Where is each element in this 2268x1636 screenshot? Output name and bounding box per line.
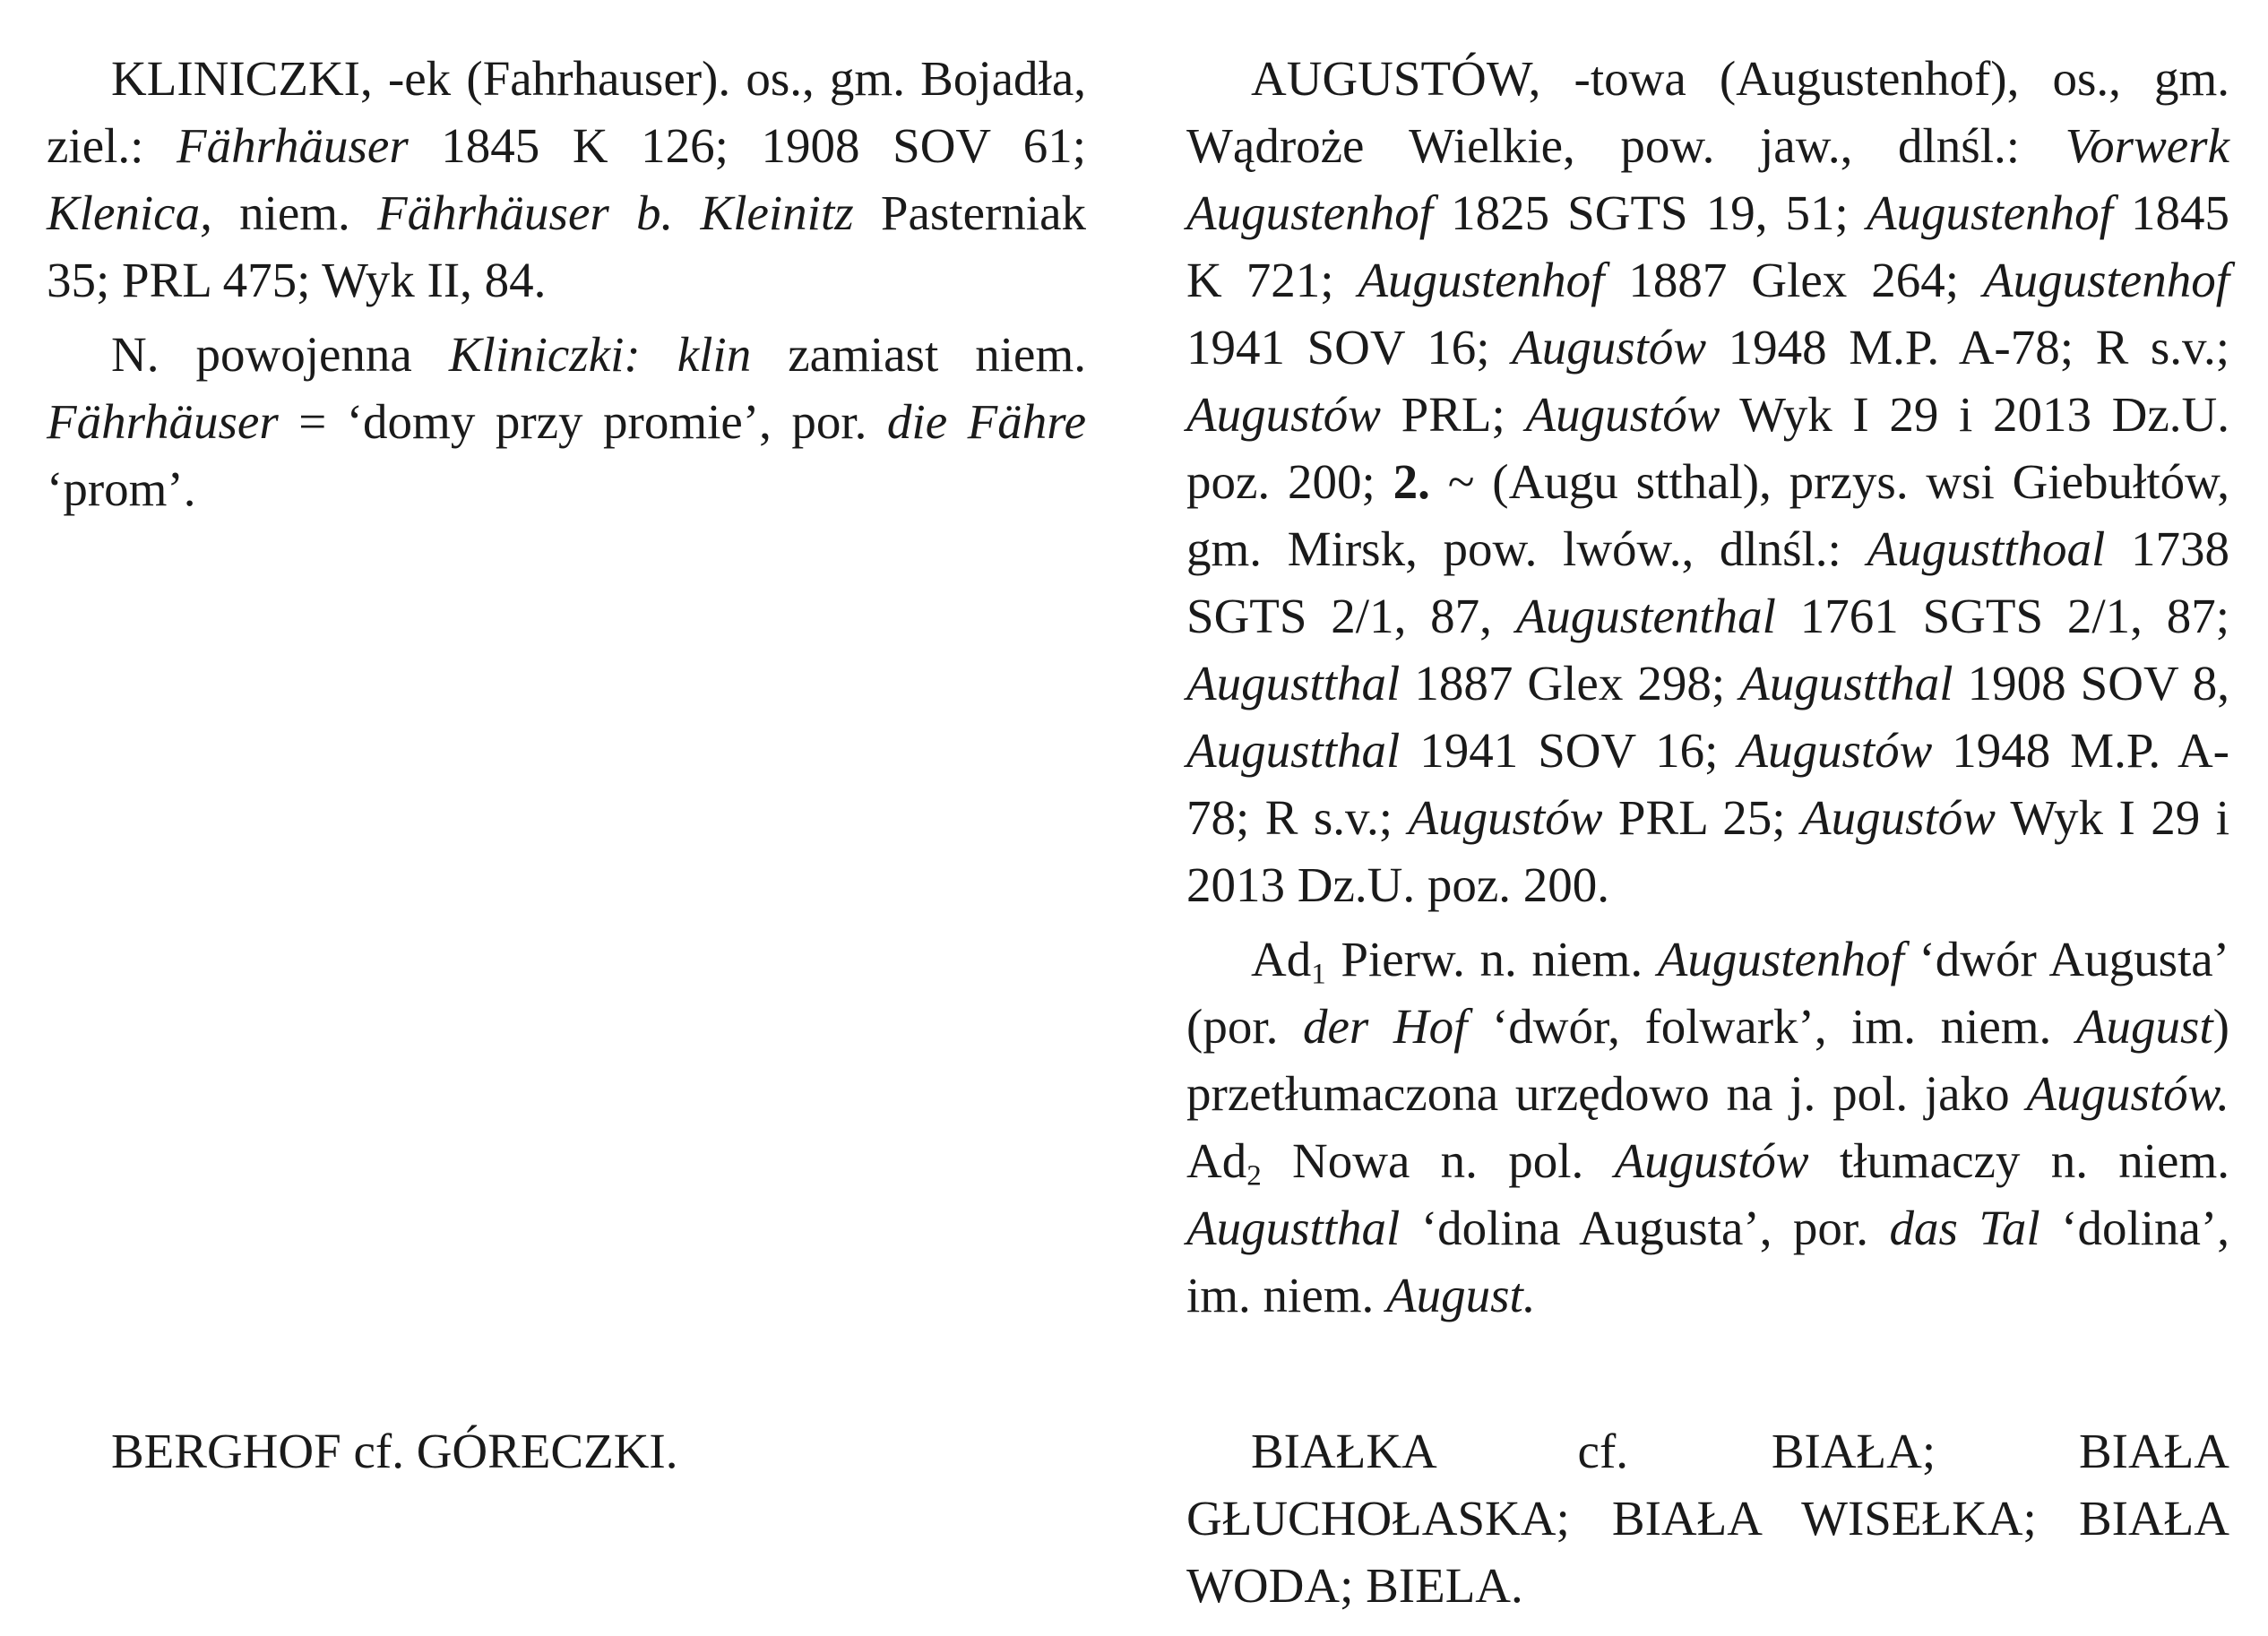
etym-form: die Fähre <box>886 394 1086 449</box>
historical-form: Augustów <box>1800 790 1996 845</box>
etym-label: Ad <box>1186 1133 1247 1188</box>
entry-text: PRL; <box>1380 387 1526 442</box>
etym-text: zamiast niem. <box>751 327 1086 382</box>
historical-form: Augustów <box>1512 320 1707 375</box>
entry-text: 1948 M.P. A-78; R s.v.; <box>1706 320 2229 375</box>
etym-subscript: 2 <box>1246 1159 1262 1193</box>
entry-text: 1941 SOV 16; <box>1186 320 1513 375</box>
historical-form: Fährhäuser b. Kleinitz <box>377 185 854 240</box>
entry-text: 1941 SOV 16; <box>1400 723 1738 778</box>
bialka-entry: BIAŁKA cf. BIAŁA; BIAŁA GŁUCHOŁASKA; BIAŁA WISEŁKA; BIAŁA WODA; BIELA. <box>1186 1424 2229 1613</box>
sense-number: 2. <box>1393 454 1430 509</box>
entry-text: 1738 SGTS 2/1, 87, <box>1186 521 2229 643</box>
etym-form: August <box>2075 999 2213 1054</box>
historical-form: Augustenthal <box>1515 589 1776 643</box>
etym-text: ‘dolina’, im. niem. <box>1186 1201 2229 1322</box>
etym-text: Pierw. n. niem. <box>1325 932 1658 986</box>
etym-text: ‘dolina Augusta’, por. <box>1400 1201 1890 1255</box>
entry-text: -ek (Fahrhauser). os., gm. Bojadła, ziel.: <box>47 51 1086 173</box>
entry-text: 1908 SOV 8, <box>1953 656 2229 710</box>
entry-text: 1887 Glex 298; <box>1400 656 1740 710</box>
entry-text: Wyk I 29 i 2013 Dz.U. poz. 200; <box>1186 387 2230 509</box>
augustow-etymology <box>1186 926 2229 1329</box>
entry-text: Pasterniak 35; PRL 475; Wyk II, 84. <box>47 185 1086 307</box>
historical-form: Augustenhof <box>1866 185 2113 240</box>
historical-form: Augustów <box>1738 723 1933 778</box>
entry-text: 1887 Glex 264; <box>1604 253 1984 307</box>
etym-form: Augustów <box>1614 1133 1809 1188</box>
historical-form: Augustów <box>1408 790 1603 845</box>
headword-augustow: AUGUSTÓW, <box>1251 51 1541 106</box>
right-column <box>1186 45 2229 1336</box>
etym-form: Augustów. <box>2026 1066 2229 1121</box>
etym-text: Nowa n. pol. <box>1261 1133 1615 1188</box>
historical-form: Augustthoal <box>1867 521 2106 576</box>
etym-form: Augustenhof <box>1657 932 1904 986</box>
historical-form: Augustthal <box>1739 656 1953 710</box>
historical-form: Augustthal <box>1186 723 1401 778</box>
entry-text: ~ (Augu stthal), przys. wsi Giebułtów, gm. Mirsk, pow. lwów., dlnśl.: <box>1186 454 2229 576</box>
historical-form: Augustenhof <box>1983 253 2229 307</box>
etym-form: Fährhäuser <box>47 394 279 449</box>
entry-text: 1845 K 126; 1908 SOV 61; <box>408 118 1086 173</box>
historical-form: Augustenhof <box>1358 253 1605 307</box>
historical-form: Vorwerk Augustenhof <box>1186 118 2229 240</box>
etym-form: August. <box>1386 1268 1536 1322</box>
historical-form: Klenica, <box>47 185 212 240</box>
entry-text: -towa (Augustenhof), os., gm. Wądroże Wielkie, pow. jaw., dlnśl.: <box>1186 51 2229 173</box>
historical-form: Augustów <box>1186 387 1381 442</box>
entry-text: 1761 SGTS 2/1, 87; <box>1775 589 2229 643</box>
etym-label: Ad <box>1251 932 1312 986</box>
left-column <box>47 45 1086 530</box>
kliniczki-etymology <box>47 321 1086 522</box>
etym-text: ‘dwór, folwark’, im. niem. <box>1467 999 2076 1054</box>
etym-form: Augustthal <box>1186 1201 1401 1255</box>
etym-form: Kliniczki: klin <box>448 327 752 382</box>
entry-text: PRL 25; <box>1602 790 1801 845</box>
etym-text: = ‘domy przy promie’, por. <box>278 394 887 449</box>
kliniczki-entry <box>47 45 1086 314</box>
etym-text: tłumaczy n. niem. <box>1808 1133 2229 1188</box>
entry-text: 1825 SGTS 19, 51; <box>1432 185 1867 240</box>
etym-subscript: 1 <box>1311 958 1326 991</box>
headword-kliniczki: KLINICZKI, <box>111 51 373 106</box>
berghof-entry: BERGHOF cf. GÓRECZKI. <box>111 1424 678 1478</box>
entry-text: 1845 K 721; <box>1186 185 2230 307</box>
etym-text: N. powojenna <box>111 327 449 382</box>
etym-text: ) przetłumaczona urzędowo na j. pol. jako <box>1186 999 2229 1121</box>
entry-text: Wyk I 29 i 2013 Dz.U. poz. 200. <box>1186 790 2230 912</box>
etym-text: ‘dwór Augusta’ (por. <box>1186 932 2229 1054</box>
historical-form: Augustthal <box>1186 656 1401 710</box>
historical-form: Fährhäuser <box>177 118 409 173</box>
entry-text: niem. <box>211 185 378 240</box>
etym-form: der Hof <box>1302 999 1468 1054</box>
augustow-entry <box>1186 45 2229 918</box>
entry-text: 1948 M.P. A-78; R s.v.; <box>1186 723 2229 845</box>
etym-form: das Tal <box>1889 1201 2040 1255</box>
historical-form: Augustów <box>1525 387 1720 442</box>
etym-text: ‘prom’. <box>47 461 196 516</box>
